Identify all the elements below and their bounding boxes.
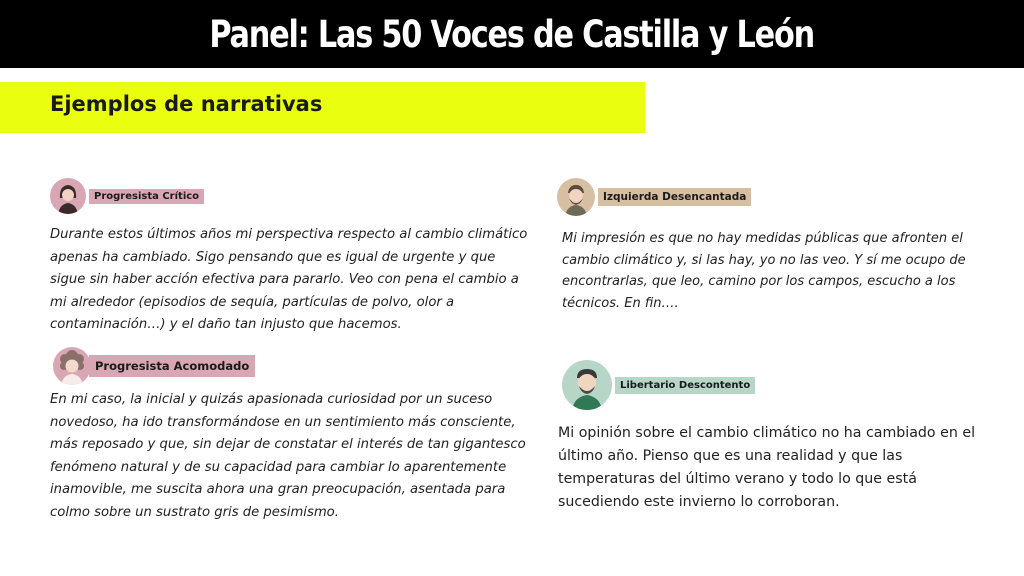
persona-quote: Durante estos últimos años mi perspectiva respecto al cambio climático apenas ha cambiado. Sigo pensando que es igual de urgente y que sigue sin haber acción efectiva para pararlo. Veo con pena el cambio a mi alrededor (episodios de sequía, partículas de polvo, olor a contaminación…) y el daño tan injusto que hacemos. [50, 227, 528, 332]
woman-avatar-icon [50, 178, 86, 214]
curly-woman-avatar-icon [53, 347, 91, 385]
header-bar [0, 0, 1024, 68]
persona-tag: Izquierda Desencantada [598, 188, 751, 206]
persona-quote: Mi opinión sobre el cambio climático no ha cambiado en el último año. Pienso que es una realidad y que las temperaturas del último verano y todo lo que está sucediendo este invierno lo corroboran. [558, 425, 976, 510]
persona-tag: Progresista Crítico [89, 189, 204, 204]
persona-libertario-descontento [562, 360, 755, 410]
persona-tag: Libertario Descontento [615, 377, 755, 394]
persona-progresista-critico [50, 178, 204, 214]
persona-quote: Mi impresión es que no hay medidas públicas que afronten el cambio climático y, si las hay, yo no las veo. Y sí me ocupo de encontrarlas, que leo, camino por los campos, escucho a los técnicos. En fin…. [562, 231, 966, 311]
bearded-man-avatar-icon [557, 178, 595, 216]
section-title: Ejemplos de narrativas [50, 92, 323, 116]
persona-progresista-acomodado [53, 347, 255, 385]
persona-quote: En mi caso, la inicial y quizás apasionada curiosidad por un suceso novedoso, ha ido transformándose en un sentimiento más consciente, más reposado y que, sin dejar de constatar el interés de tan gigantesco fenómeno natural y de su capacidad para cambiar lo aparentemente inamovible, me suscita ahora una gran preocupación, asentada para colmo sobre un sustrato gris de pesimismo. [50, 392, 526, 520]
section-band [0, 82, 645, 133]
persona-izquierda-desencantada [557, 178, 751, 216]
page-title: Panel: Las 50 Voces de Castilla y León [209, 12, 815, 56]
persona-tag: Progresista Acomodado [89, 355, 255, 377]
man-avatar-icon [562, 360, 612, 410]
